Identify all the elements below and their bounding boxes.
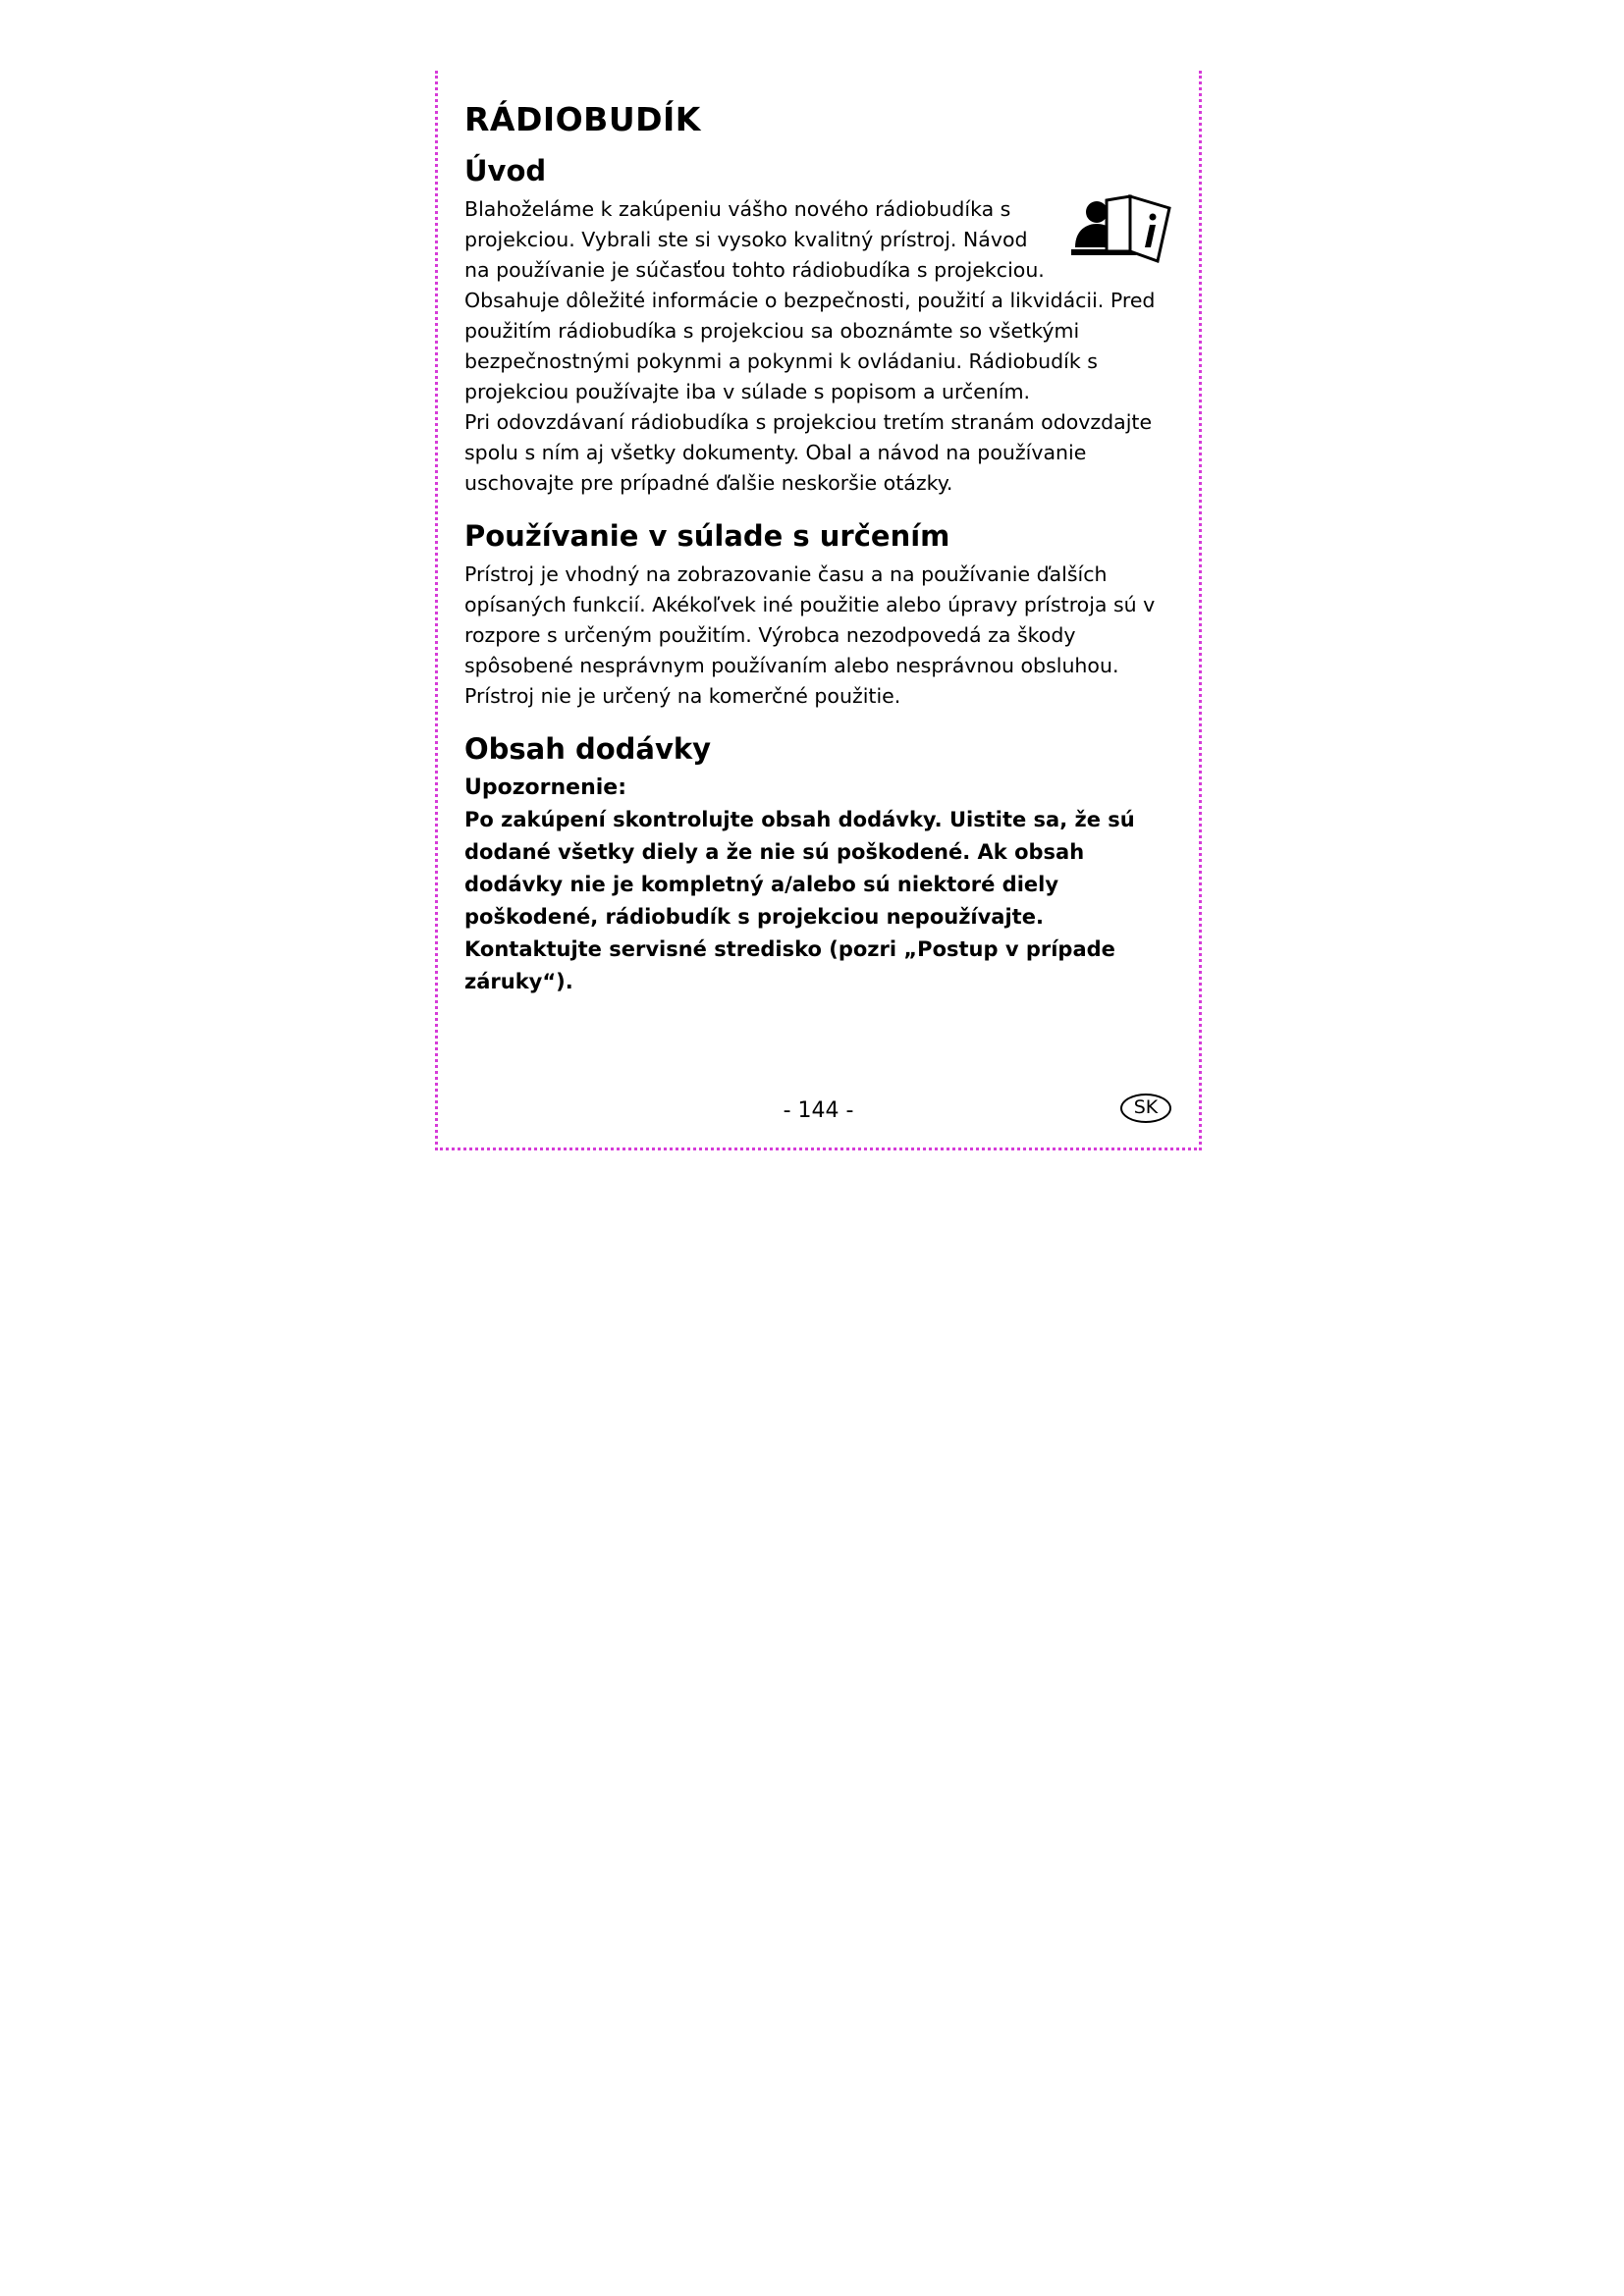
notice-paragraph: Po zakúpení skontrolujte obsah dodávky. Uistite sa, že sú dodané všetky diely a že nie sú poškodené. Ak obsah dodávky nie je kompletný a/alebo sú niektoré diely poškodené, rádiobudík s projekciou nepoužívajte. Kontaktujte servisné stredisko (pozri „Postup v prípade záruky“).	[464, 808, 1135, 993]
page-content	[464, 98, 1173, 1018]
manual-page	[435, 71, 1202, 1150]
document-title: RÁDIOBUDÍK	[464, 100, 701, 138]
section-package-contents	[464, 731, 1173, 998]
intro-paragraph-1: Blahoželáme k zakúpeniu vášho nového rádiobudíka s projekciou. Vybrali ste si vysoko kvalitný prístroj. Návod na používanie je súčasťou tohto rádiobudíka s projekciou. Obsahuje dôležité informácie o bezpečnosti, použití a likvidácii. Pred použitím rádiobudíka s projekciou sa oboznámte so všetkými bezpečnostnými pokynmi a pokynmi k ovládaniu. Rádiobudík s projekciou používajte iba v súlade s popisom a určením.	[464, 197, 1156, 403]
intro-paragraph-2: Pri odovzdávaní rádiobudíka s projekciou tretím stranám odovzdajte spolu s ním aj všetky dokumenty. Obal a návod na používanie uschovajte pre prípadné ďalšie neskoršie otázky.	[464, 410, 1153, 495]
section-intended-use	[464, 518, 1173, 712]
language-badge: SK	[1120, 1094, 1171, 1123]
section-heading-intended-use: Používanie v súlade s určením	[464, 519, 950, 553]
read-manual-info-icon	[1067, 190, 1177, 265]
intended-use-paragraph: Prístroj je vhodný na zobrazovanie času a na používanie ďalších opísaných funkcií. Akékoľvek iné použitie alebo úpravy prístroja sú v rozpore s určeným použitím. Výrobca nezodpovedá za škody spôsobené nesprávnym používaním alebo nesprávnou obsluhou. Prístroj nie je určený na komerčné použitie.	[464, 562, 1156, 708]
section-heading-package-contents: Obsah dodávky	[464, 732, 712, 766]
page-number: - 144 -	[783, 1098, 854, 1123]
section-heading-intro: Úvod	[464, 154, 547, 187]
notice-label: Upozornenie:	[464, 775, 626, 800]
section-intro	[464, 153, 1173, 499]
